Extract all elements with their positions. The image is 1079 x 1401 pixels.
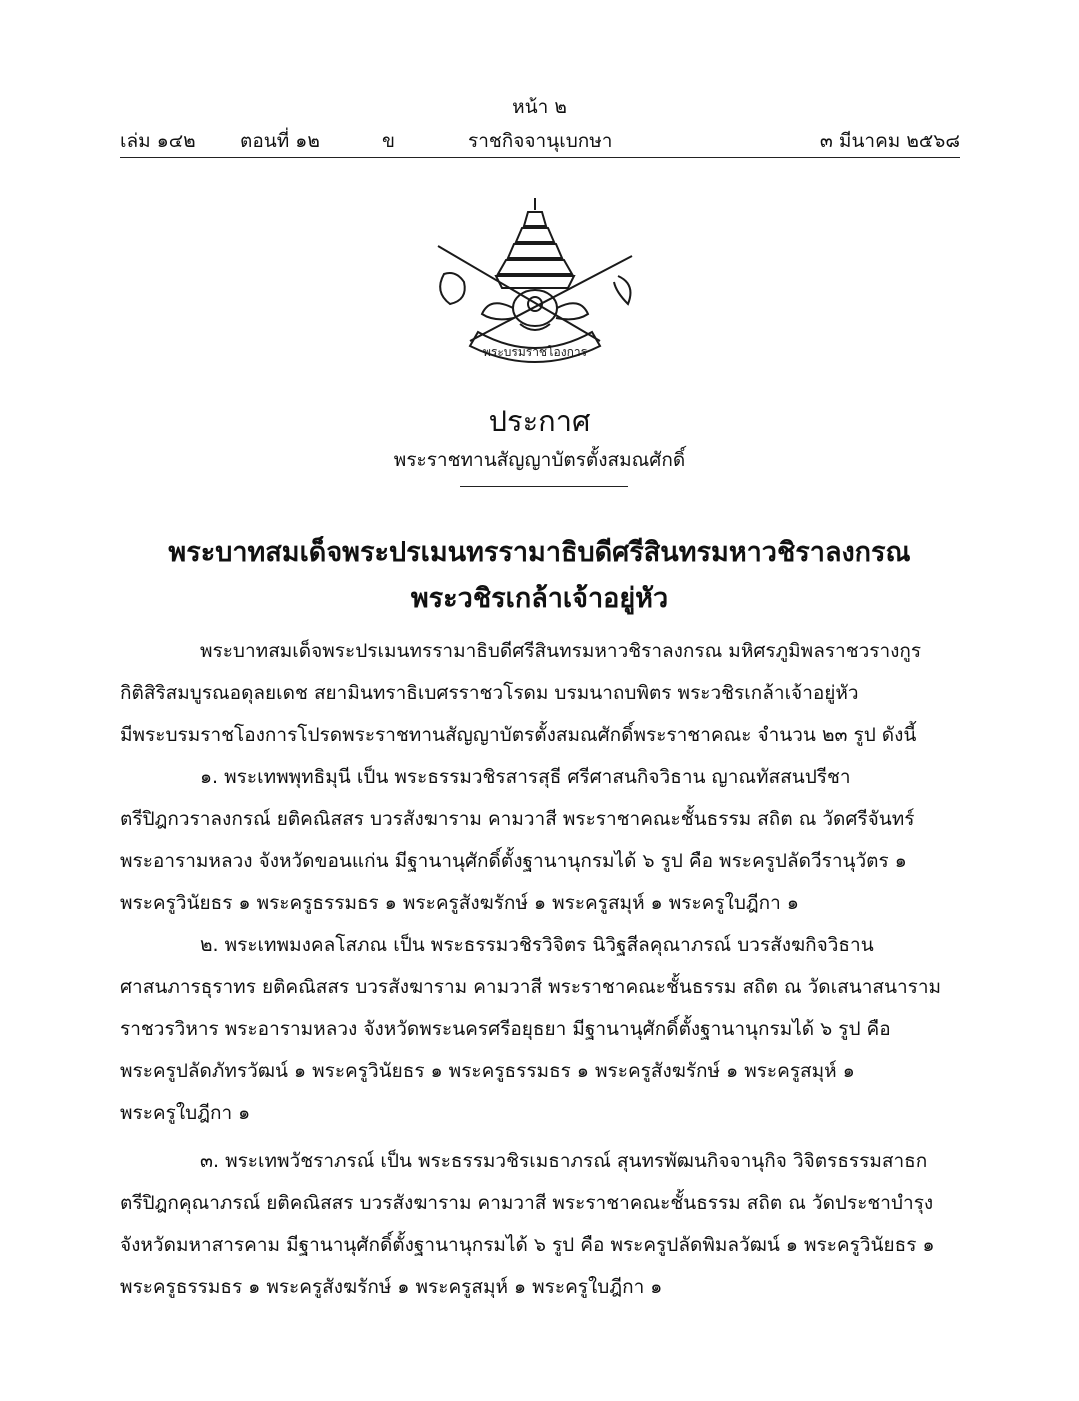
body-line: ๓. พระเทพวัชราภรณ์ เป็น พระธรรมวชิรเมธาภรณ์ สุนทรพัฒนกิจจานุกิจ วิจิตรธรรมสาธก [200, 1150, 928, 1172]
announcement-title: ประกาศ [488, 404, 591, 438]
body-line: ตรีปิฎกคุณาภรณ์ ยติคณิสสร บวรสังฆาราม คามวาสี พระราชาคณะชั้นธรรม สถิต ณ วัดประชาบำรุง [120, 1192, 934, 1214]
announcement-subtitle: พระราชทานสัญญาบัตรตั้งสมณศักดิ์ [393, 449, 686, 471]
part-letter: ข [382, 130, 395, 152]
royal-emblem-icon [430, 196, 640, 372]
body-line: กิติสิริสมบูรณอดุลยเดช สยามินทราธิเบศรราชวโรดม บรมนาถบพิตร พระวชิรเกล้าเจ้าอยู่หัว [120, 682, 859, 704]
body-line: พระอารามหลวง จังหวัดขอนแก่น มีฐานานุศักดิ์ตั้งฐานานุกรมได้ ๖ รูป คือ พระครูปลัดวีรานุวัตร ๑ [120, 850, 907, 872]
gazette-name: ราชกิจจานุเบกษา [468, 130, 613, 152]
body-line: มีพระบรมราชโองการโปรดพระราชทานสัญญาบัตรตั้งสมณศักดิ์พระราชาคณะ จำนวน ๒๓ รูป ดังนี้ [120, 724, 917, 746]
king-name-line-2: พระวชิรเกล้าเจ้าอยู่หัว [410, 583, 669, 614]
body-line: พระครูปลัดภัทรวัฒน์ ๑ พระครูวินัยธร ๑ พระครูธรรมธร ๑ พระครูสังฆรักษ์ ๑ พระครูสมุห์ ๑ [120, 1060, 855, 1082]
announcement-body [120, 630, 956, 1308]
body-line: จังหวัดมหาสารคาม มีฐานานุศักดิ์ตั้งฐานานุกรมได้ ๖ รูป คือ พระครูปลัดพิมลวัฒน์ ๑ พระครูวินัยธร ๑ [120, 1234, 935, 1256]
body-line: ศาสนภารธุราทร ยติคณิสสร บวรสังฆาราม คามวาสี พระราชาคณะชั้นธรรม สถิต ณ วัดเสนาสนาราม [120, 976, 942, 998]
page-number: หน้า ๒ [512, 96, 567, 118]
body-line: พระครูใบฎีกา ๑ [120, 1102, 251, 1124]
gazette-header [120, 126, 960, 156]
title-divider [460, 486, 628, 487]
section-number: ตอนที่ ๑๒ [240, 130, 320, 152]
body-line: พระบาทสมเด็จพระปรเมนทรรามาธิบดีศรีสินทรมหาวชิราลงกรณ มหิศรภูมิพลราชวรางกูร [200, 640, 922, 662]
header-divider [120, 157, 960, 158]
body-line: ตรีปิฎกวราลงกรณ์ ยติคณิสสร บวรสังฆาราม คามวาสี พระราชาคณะชั้นธรรม สถิต ณ วัดศรีจันทร์ [120, 808, 915, 830]
body-line: ราชวรวิหาร พระอารามหลวง จังหวัดพระนครศรีอยุธยา มีฐานานุศักดิ์ตั้งฐานานุกรมได้ ๖ รูป คือ [120, 1018, 891, 1040]
body-line: พระครูวินัยธร ๑ พระครูธรรมธร ๑ พระครูสังฆรักษ์ ๑ พระครูสมุห์ ๑ พระครูใบฎีกา ๑ [120, 892, 799, 914]
king-name-line-1: พระบาทสมเด็จพระปรเมนทรรามาธิบดีศรีสินทรมหาวชิราลงกรณ [168, 537, 911, 568]
emblem-banner-text: พระบรมราชโองการ [482, 345, 588, 359]
body-line: ๑. พระเทพพุทธิมุนี เป็น พระธรรมวชิรสารสุธี ศรีศาสนกิจวิธาน ญาณทัสสนปรีชา [200, 766, 851, 788]
body-line: ๒. พระเทพมงคลโสภณ เป็น พระธรรมวชิรวิจิตร นิวิฐสีลคุณาภรณ์ บวรสังฆกิจวิธาน [200, 934, 874, 956]
body-line: พระครูธรรมธร ๑ พระครูสังฆรักษ์ ๑ พระครูสมุห์ ๑ พระครูใบฎีกา ๑ [120, 1276, 663, 1298]
publication-date: ๓ มีนาคม ๒๕๖๘ [819, 130, 960, 152]
volume-number: เล่ม ๑๔๒ [120, 130, 196, 152]
